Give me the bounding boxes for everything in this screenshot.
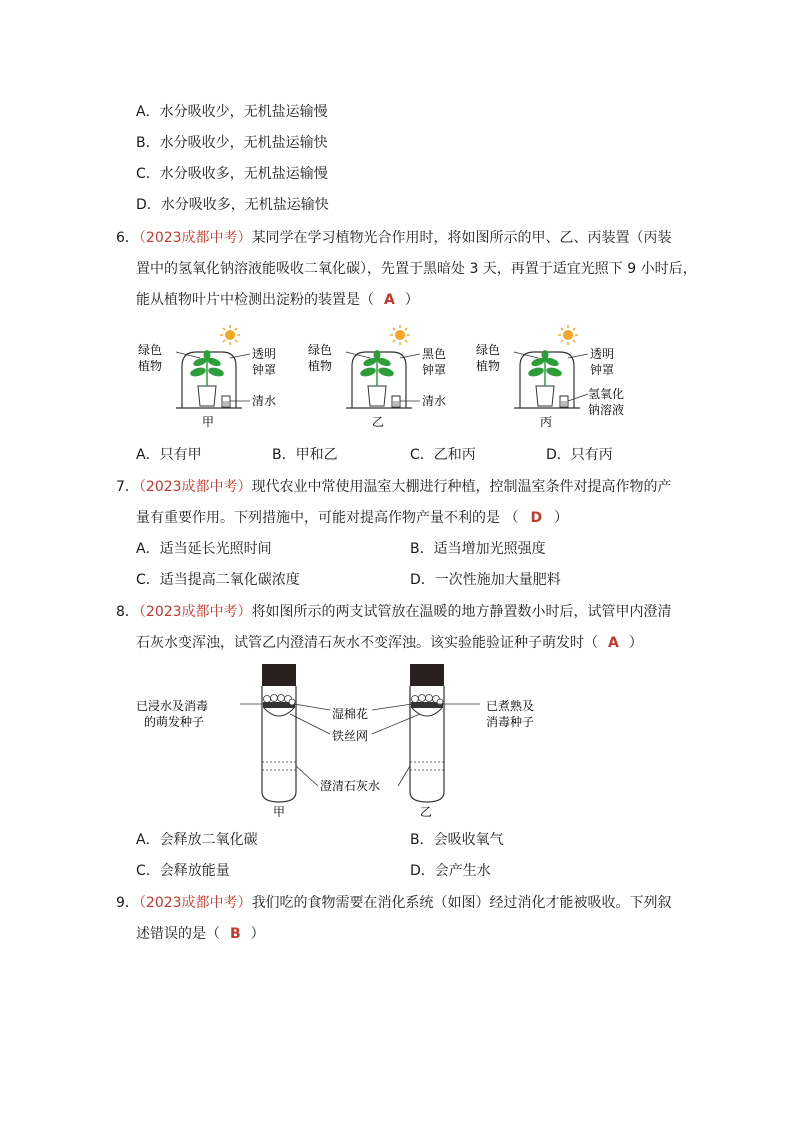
plant-icon <box>359 350 395 386</box>
label-plant: 植物 <box>308 359 333 373</box>
q7-answer: D <box>530 510 543 526</box>
q8-text2: 石灰水变浑浊，试管乙内澄清石灰水不变浑浊。该实验能验证种子萌发时（ <box>136 635 598 651</box>
q6-option-d: D．只有丙 <box>546 447 613 463</box>
q7-option-d: D．一次性施加大量肥料 <box>410 572 561 588</box>
q6-option-c: C．乙和丙 <box>410 447 476 463</box>
q9-text: 我们吃的食物需要在消化系统（如图）经过消化才能被吸收。下列叙 <box>251 895 672 911</box>
sun-icon <box>390 325 410 345</box>
q6-text: 某同学在学习植物光合作用时，将如图所示的甲、乙、丙装置（丙装 <box>251 230 672 246</box>
label-yi: 乙 <box>372 415 385 429</box>
q7-option-c: C．适当提高二氧化碳浓度 <box>136 572 300 588</box>
q8-number: 8． <box>116 604 139 620</box>
label-green: 绿色 <box>138 343 163 357</box>
q7-text: 现代农业中常使用温室大棚进行种植，控制温室条件对提高作物的产 <box>251 479 672 495</box>
q6-answer: A <box>384 292 395 308</box>
label-liquid1: 氢氧化 <box>588 387 625 401</box>
label-mesh: 铁丝网 <box>332 729 369 743</box>
q8-option-d: D．会产生水 <box>410 863 491 879</box>
label-cotton: 湿棉花 <box>332 707 369 721</box>
test-tube-yi <box>410 664 444 819</box>
q7-option-b: B．适当增加光照强度 <box>410 541 546 557</box>
q7-option-a: A．适当延长光照时间 <box>136 541 272 557</box>
label-lime: 澄清石灰水 <box>320 779 381 793</box>
q9-stem-line1 <box>116 895 672 911</box>
q6-text3: 能从植物叶片中检测出淀粉的装置是（ <box>136 292 374 308</box>
label-cover1: 黑色 <box>422 347 447 361</box>
q8-option-b: B．会吸收氧气 <box>410 832 504 848</box>
q6-stem-line1 <box>116 230 672 246</box>
label-green: 绿色 <box>308 343 333 357</box>
apparatus-yi <box>308 325 446 429</box>
label-liquid2: 钠溶液 <box>588 403 625 417</box>
label-right2: 消毒种子 <box>486 715 535 729</box>
test-tube-jia <box>262 664 296 819</box>
label-jia: 甲 <box>273 805 286 819</box>
q8-option-a: A．会释放二氧化碳 <box>136 832 258 848</box>
q7-number: 7． <box>116 479 139 495</box>
label-green: 绿色 <box>476 343 501 357</box>
plant-icon <box>527 350 563 386</box>
label-cover1: 透明 <box>252 347 277 361</box>
label-plant: 植物 <box>138 359 163 373</box>
label-cover2: 钟罩 <box>422 363 447 377</box>
q8-source: （2023成都中考） <box>138 604 252 620</box>
q7-close: ） <box>554 510 569 526</box>
q9-answer: B <box>230 926 241 942</box>
label-yi: 乙 <box>420 805 433 819</box>
plant-icon <box>189 350 225 386</box>
q5-option-b: B．水分吸收少，无机盐运输快 <box>136 135 328 151</box>
label-liquid: 清水 <box>252 394 277 408</box>
label-left1: 已浸水及消毒 <box>136 699 209 713</box>
sun-icon <box>558 325 578 345</box>
q9-number: 9． <box>116 895 139 911</box>
q8-figure <box>130 662 570 820</box>
q6-option-a: A．只有甲 <box>136 447 202 463</box>
q7-source: （2023成都中考） <box>138 479 252 495</box>
q5-option-c: C．水分吸收多，无机盐运输慢 <box>136 166 328 182</box>
q9-text2: 述错误的是（ <box>136 926 220 942</box>
label-jia: 甲 <box>202 415 215 429</box>
label-cover2: 钟罩 <box>252 363 277 377</box>
apparatus-jia <box>138 325 276 429</box>
q8-close: ） <box>628 635 643 651</box>
q8-stem-line1 <box>116 604 672 620</box>
q6-stem-line2: 置中的氢氧化钠溶液能吸收二氧化碳），先置于黑暗处 3 天，再置于适宜光照下 9 小时后， <box>136 261 697 277</box>
q7-stem-line1 <box>116 479 672 495</box>
q6-number: 6． <box>116 230 139 246</box>
q8-stem-line2 <box>136 635 643 651</box>
label-liquid: 清水 <box>422 394 447 408</box>
q8-text: 将如图所示的两支试管放在温暖的地方静置数小时后，试管甲内澄清 <box>251 604 672 620</box>
q6-option-b: B．甲和乙 <box>272 447 338 463</box>
q5-option-d: D．水分吸收多，无机盐运输快 <box>136 197 329 213</box>
apparatus-bing <box>476 325 624 429</box>
q6-source: （2023成都中考） <box>138 230 252 246</box>
q9-close: ） <box>250 926 265 942</box>
label-cover2: 钟罩 <box>590 363 615 377</box>
q7-text2: 量有重要作用。下列措施中，可能对提高作物产量不利的是 （ <box>136 510 519 526</box>
q6-close: ） <box>404 292 419 308</box>
label-right1: 已煮熟及 <box>486 699 535 713</box>
q5-option-a: A．水分吸收少，无机盐运输慢 <box>136 104 328 120</box>
sun-icon <box>220 325 240 345</box>
q9-stem-line2 <box>136 926 265 942</box>
q8-answer: A <box>608 635 619 651</box>
q6-figure <box>130 322 650 434</box>
label-plant: 植物 <box>476 359 501 373</box>
label-cover1: 透明 <box>590 347 615 361</box>
q7-stem-line2 <box>136 510 568 526</box>
q9-source: （2023成都中考） <box>138 895 252 911</box>
q6-stem-line3 <box>136 292 419 308</box>
label-left2: 的萌发种子 <box>144 715 205 729</box>
label-bing: 丙 <box>540 415 553 429</box>
q8-option-c: C．会释放能量 <box>136 863 230 879</box>
